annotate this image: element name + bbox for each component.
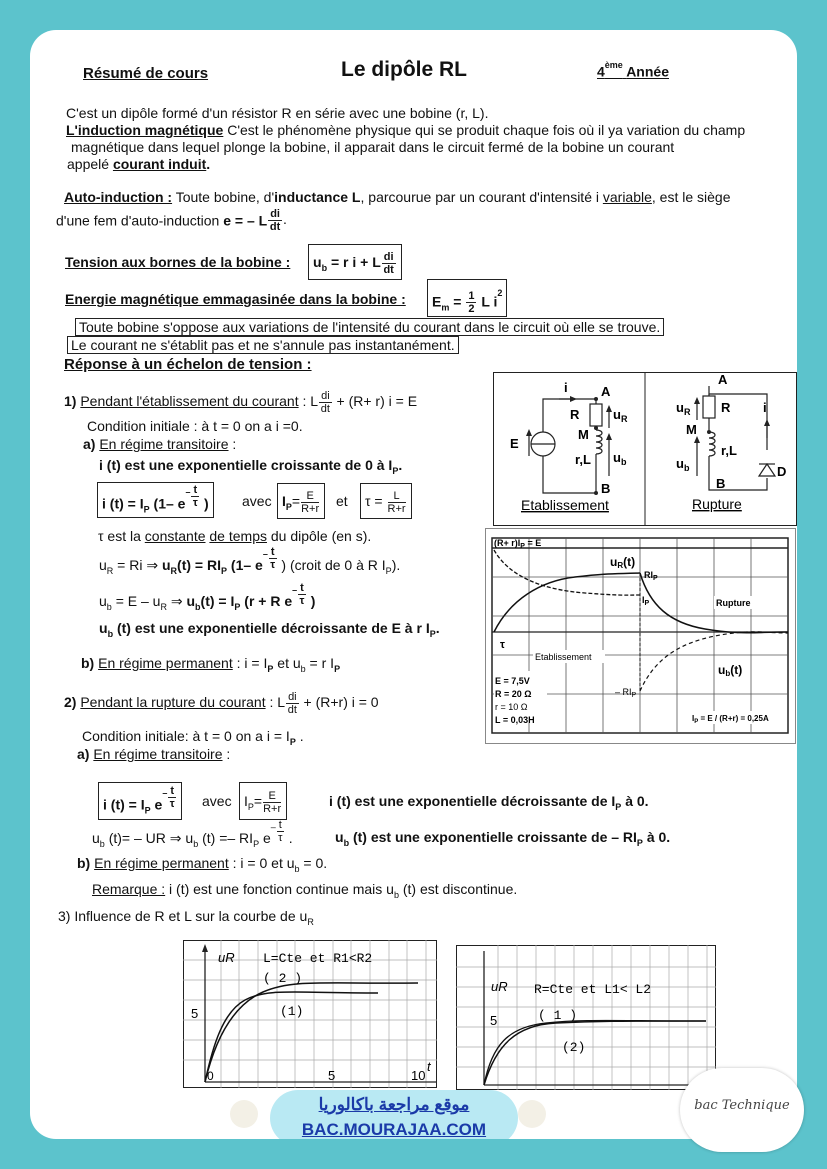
- circuit2-A-label: A: [718, 372, 728, 387]
- graph2-curve1-label: ( 1 ): [538, 1008, 578, 1023]
- circuit1-ub-label: $u_b$: [613, 450, 627, 467]
- osc-param-E: E = 7,5V: [495, 676, 530, 686]
- auto-induction-line: Auto-induction : Toute bobine, d'inductance L, parcourue par un courant d'intensité i variable, est le siège: [64, 189, 731, 205]
- section2-remark: Remarque : i (t) est une fonction continue mais $u_b$ (t) est discontinue.: [92, 881, 518, 900]
- graph2-y5: 5: [490, 1013, 498, 1028]
- section1-et: et: [336, 493, 348, 509]
- circuit1-R-label: R: [570, 407, 580, 422]
- circuit1-B-label: B: [601, 481, 611, 496]
- section1-a-heading: a) En régime transitoire :: [83, 436, 237, 452]
- page-title: Le dipôle RL: [341, 58, 467, 81]
- circuit2-B-label: B: [716, 476, 726, 491]
- circuit1-caption: Etablissement: [521, 497, 609, 513]
- osc-ur-label: uR(t): [610, 555, 636, 570]
- energy-label: Energie magnétique emmagasinée dans la bobine :: [65, 291, 406, 307]
- circuit1-uR-label: $u_R$: [613, 407, 628, 424]
- graph1-curve1-label: (1): [280, 1004, 304, 1019]
- graph1-y5: 5: [191, 1006, 199, 1021]
- osc-etab-label: Etablissement: [535, 652, 592, 662]
- section2-avec: avec: [202, 793, 232, 809]
- footer-logo-left-icon: [230, 1100, 258, 1128]
- circuit1-M-label: M: [578, 427, 589, 442]
- circuit1-i-label: i: [564, 380, 568, 395]
- graph1-x5: 5: [328, 1068, 336, 1083]
- step-response-heading: Réponse à un échelon de tension :: [64, 356, 312, 373]
- section1-heading: 1) Pendant l'établissement du courant : L $\frac{di}{dt}$ + (R+ r) i = E: [64, 390, 418, 415]
- bac-technique-badge: [680, 1068, 804, 1152]
- section1-i-formula: i $(t) = I_P$ (1– e– $\frac{t}{\tau}$ ): [97, 482, 214, 518]
- osc-rupture-label: Rupture: [716, 598, 751, 608]
- osc-param-R: R = 20 Ω: [495, 689, 532, 699]
- circuit2-ub-label: $u_b$: [676, 456, 690, 473]
- section1-tau-formula: τ = $\frac{L}{R+r}$: [360, 483, 412, 519]
- osc-top-label: $(R+ r)I_P = E$: [494, 538, 542, 550]
- footer-site-pill[interactable]: [270, 1090, 518, 1139]
- section3-heading: 3) Influence de R et L sur la courbe de $u_R$: [58, 908, 314, 927]
- section1-ub-line: $u_b = E - u_R$ ⇒ $u_b(t) = I_P$ (r + R e– $\frac{t}{\tau}$ ): [99, 582, 316, 612]
- circuit1-A-label: A: [601, 384, 611, 399]
- section2-ub-line: $u_b$ (t)= – UR ⇒ $u_b$ $(t) =- RI_P$ e– $\frac{t}{\tau}$ .: [92, 819, 293, 849]
- intro-line-4: appelé courant induit.: [67, 156, 211, 172]
- intro-line-3: magnétique dans lequel plonge la bobine, il apparait dans le circuit fermé de la bobine un courant: [71, 139, 675, 155]
- header-summary-label: Résumé de cours: [83, 65, 209, 82]
- section2-a-heading: a) En régime transitoire :: [77, 746, 231, 762]
- badge-text: bac Technique: [694, 1098, 790, 1113]
- osc-ip-label: $I_P$: [642, 595, 650, 607]
- tension-equation: $u_b = r$ i + L $\frac{di}{dt}$: [308, 244, 402, 280]
- osc-ub-label: ub(t): [718, 663, 743, 678]
- oscillogram: [485, 528, 796, 744]
- header-level: 4ème Année: [597, 60, 669, 80]
- circuit1-rL-label: r,L: [575, 452, 591, 467]
- osc-minus-rip-label: – $RI_P$: [615, 687, 637, 699]
- section2-b-line: b) En régime permanent : i = 0 et $u_b = 0$.: [77, 855, 328, 874]
- section1-b-line: b) En régime permanent : $i = I_P$ et $u_b = r$ $I_P$: [81, 655, 341, 674]
- intro-line-2: L'induction magnétique C'est le phénomène physique qui se produit chaque fois où il ya variation du champ: [66, 122, 746, 138]
- section1-ur-line: $u_R = Ri$ ⇒ $u_R(t) = RI_P$ (1– e– $\frac{t}{\tau}$ ) (croit de 0 à R $I_P$).: [99, 546, 401, 576]
- section2-i-formula: i $(t) = I_P$ e– $\frac{t}{\tau}$: [98, 782, 182, 820]
- graph-influence-L: [456, 945, 716, 1090]
- circuit2-M-label: M: [686, 422, 697, 437]
- section1-ub-decay: $u_b$ (t) est une exponentielle décroissante de E à r $I_P$.: [99, 620, 440, 639]
- graph1-t: t: [427, 1059, 431, 1074]
- osc-param-L: L = 0,03H: [495, 715, 535, 725]
- intro-line-1: C'est un dipôle formé d'un résistor R en série avec une bobine (r, L).: [66, 105, 489, 121]
- graph2-title: R=Cte et L1< L2: [534, 982, 652, 997]
- footer-site-url: BAC.MOURAJAA.COM: [301, 1120, 487, 1139]
- graph2-curve2-label: (2): [562, 1040, 586, 1055]
- section2-ub-growth: $u_b$ (t) est une exponentielle croissante de – $RI_P$ à 0.: [335, 829, 671, 848]
- auto-induction-eq: d'une fem d'auto-induction e = – L $\frac{di}{dt}$ .: [56, 208, 287, 233]
- note-oppose: Toute bobine s'oppose aux variations de l'intensité du courant dans le circuit où elle se trouve.: [75, 318, 664, 336]
- graph1-x10: 10: [411, 1068, 426, 1083]
- section1-ip-formula: $I_P=$ $\frac{E}{R+r}$: [277, 483, 325, 519]
- graph1-ylabel: uR: [218, 950, 235, 965]
- section2-i-decay: i (t) est une exponentielle décroissante de $I_P$ à 0.: [329, 793, 649, 812]
- energy-equation: $E_m$ = $\frac{1}{2}$ L $i^2$: [427, 279, 507, 317]
- section1-initial-condition: Condition initiale : à t = 0 on a i =0.: [87, 418, 303, 434]
- osc-rip-label: $RI_P$: [644, 570, 658, 582]
- circuit1-E-label: E: [510, 436, 519, 451]
- tension-label: Tension aux bornes de la bobine :: [65, 254, 291, 270]
- section2-heading: 2) Pendant la rupture du courant : L $\frac{di}{dt}$ + (R+r) i = 0: [64, 691, 379, 716]
- section1-i-growth: i (t) est une exponentielle croissante de 0 à $I_P$.: [99, 457, 403, 476]
- graph1-title: L=Cte et R1<R2: [263, 951, 373, 966]
- section2-ip-formula: $I_P=$ $\frac{E}{R+r}$: [239, 782, 287, 820]
- footer-logo-right-icon: [518, 1100, 546, 1128]
- circuit2-caption: Rupture: [692, 496, 742, 512]
- osc-param-r: r = 10 Ω: [495, 702, 528, 712]
- graph2-ylabel: uR: [491, 979, 508, 994]
- graph1-zero: 0: [207, 1069, 214, 1083]
- footer-site-arabic: موقع مراجعة باكالوريا: [318, 1095, 470, 1114]
- circuit2-D-label: D: [777, 464, 787, 479]
- graph-influence-R: [183, 940, 438, 1088]
- note-not-instant: Le courant ne s'établit pas et ne s'annule pas instantanément.: [67, 336, 459, 354]
- osc-tau-label: τ: [500, 639, 505, 651]
- osc-ip-box: $I_P = E / (R+r) = 0,25A$: [692, 714, 769, 725]
- circuit-diagrams: [493, 372, 797, 526]
- section2-initial-condition: Condition initiale: à t = 0 on a $i = I_P$ .: [82, 728, 304, 747]
- section1-avec: avec: [242, 493, 272, 509]
- circuit2-rL-label: r,L: [721, 443, 737, 458]
- document-page: [30, 30, 797, 1139]
- circuit2-uR-label: $u_R$: [676, 400, 691, 417]
- section1-tau-text: τ est la constante de temps du dipôle (en s).: [98, 528, 372, 544]
- circuit2-R-label: R: [721, 400, 731, 415]
- circuit2-i-label: i: [763, 400, 767, 415]
- graph1-curve2-label: ( 2 ): [263, 971, 303, 986]
